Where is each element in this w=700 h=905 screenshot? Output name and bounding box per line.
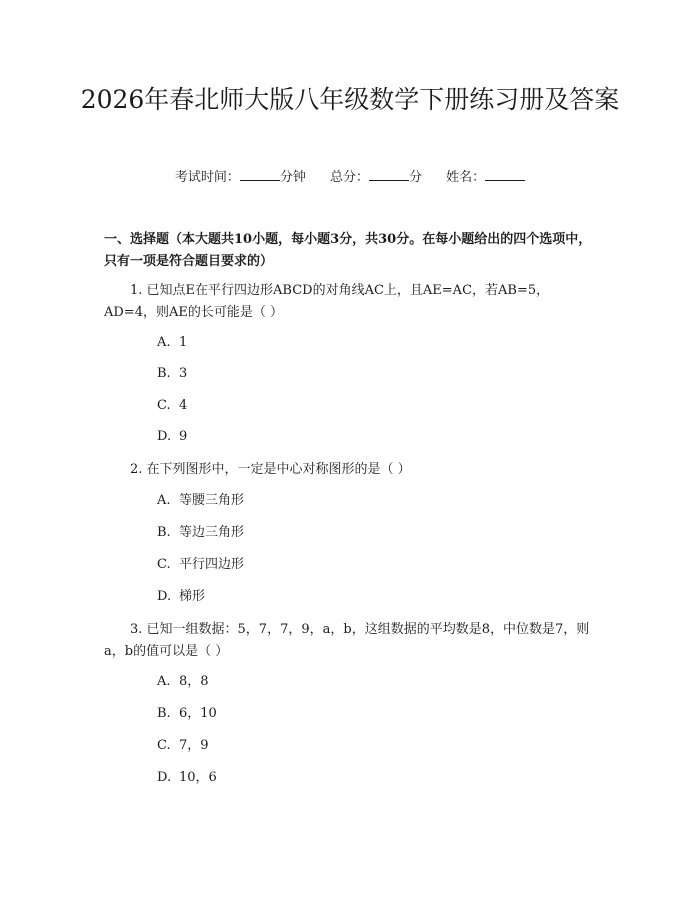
option-text: 1 — [179, 335, 188, 350]
option-text: 梯形 — [179, 589, 206, 604]
question-2-option-c — [157, 555, 244, 575]
exam-time-unit: 分钟 — [279, 170, 306, 185]
option-letter: B. — [157, 366, 171, 381]
total-score-field — [330, 168, 422, 188]
option-letter: B. — [157, 525, 171, 540]
document-title: 2026年春北师大版八年级数学下册练习册及答案 — [80, 85, 620, 114]
question-1-stem: 1. 已知点E在平行四边形ABCD的对角线AC上，且AE=AC，若AB=5，AD=4，则AE的长可能是（ ） — [104, 283, 550, 320]
question-3-option-d — [157, 768, 217, 788]
total-score-blank — [369, 168, 409, 181]
question-2-stem: 2. 在下列图形中，一定是中心对称图形的是（ ） — [130, 462, 411, 477]
option-letter: D. — [157, 429, 172, 444]
option-text: 等腰三角形 — [179, 493, 245, 508]
option-letter: A. — [157, 674, 171, 689]
exam-info-line — [0, 168, 700, 188]
question-3-option-b — [157, 704, 217, 724]
question-1-option-b — [157, 364, 187, 384]
option-letter: D. — [157, 770, 172, 785]
question-2-option-d — [157, 587, 205, 607]
option-text: 7，9 — [179, 738, 209, 753]
option-letter: C. — [157, 557, 171, 572]
exam-time-field — [175, 168, 306, 188]
option-text: 等边三角形 — [179, 525, 245, 540]
option-letter: A. — [157, 493, 171, 508]
name-field — [446, 168, 525, 188]
question-2-option-b — [157, 523, 244, 543]
option-text: 8，8 — [179, 674, 209, 689]
option-letter: C. — [157, 398, 171, 413]
total-score-label: 总分： — [329, 170, 369, 185]
exam-time-label: 考试时间： — [174, 170, 240, 185]
question-1-option-a — [157, 333, 187, 353]
option-text: 10，6 — [179, 770, 217, 785]
option-text: 平行四边形 — [179, 557, 245, 572]
option-letter: D. — [157, 589, 172, 604]
question-1-option-c — [157, 396, 187, 416]
option-letter: A. — [157, 335, 171, 350]
name-blank — [485, 168, 525, 181]
section-heading: 一、选择题（本大题共10小题，每小题3分，共30分。在每小题给出的四个选项中，只有一项是符合题目要求的） — [104, 232, 592, 269]
exam-time-blank — [240, 168, 280, 181]
question-3-stem: 3. 已知一组数据：5，7，7，9，a，b，这组数据的平均数是8，中位数是7，则a，b的值可以是（ ） — [104, 622, 590, 659]
question-1-option-d — [157, 427, 187, 447]
option-text: 9 — [179, 429, 188, 444]
total-score-unit: 分 — [409, 170, 423, 185]
question-2-option-a — [157, 491, 244, 511]
option-text: 3 — [179, 366, 188, 381]
name-label: 姓名： — [446, 170, 486, 185]
question-3-option-a — [157, 672, 209, 692]
option-text: 6，10 — [179, 706, 217, 721]
option-letter: C. — [157, 738, 171, 753]
option-letter: B. — [157, 706, 171, 721]
question-3-option-c — [157, 736, 209, 756]
option-text: 4 — [179, 398, 188, 413]
